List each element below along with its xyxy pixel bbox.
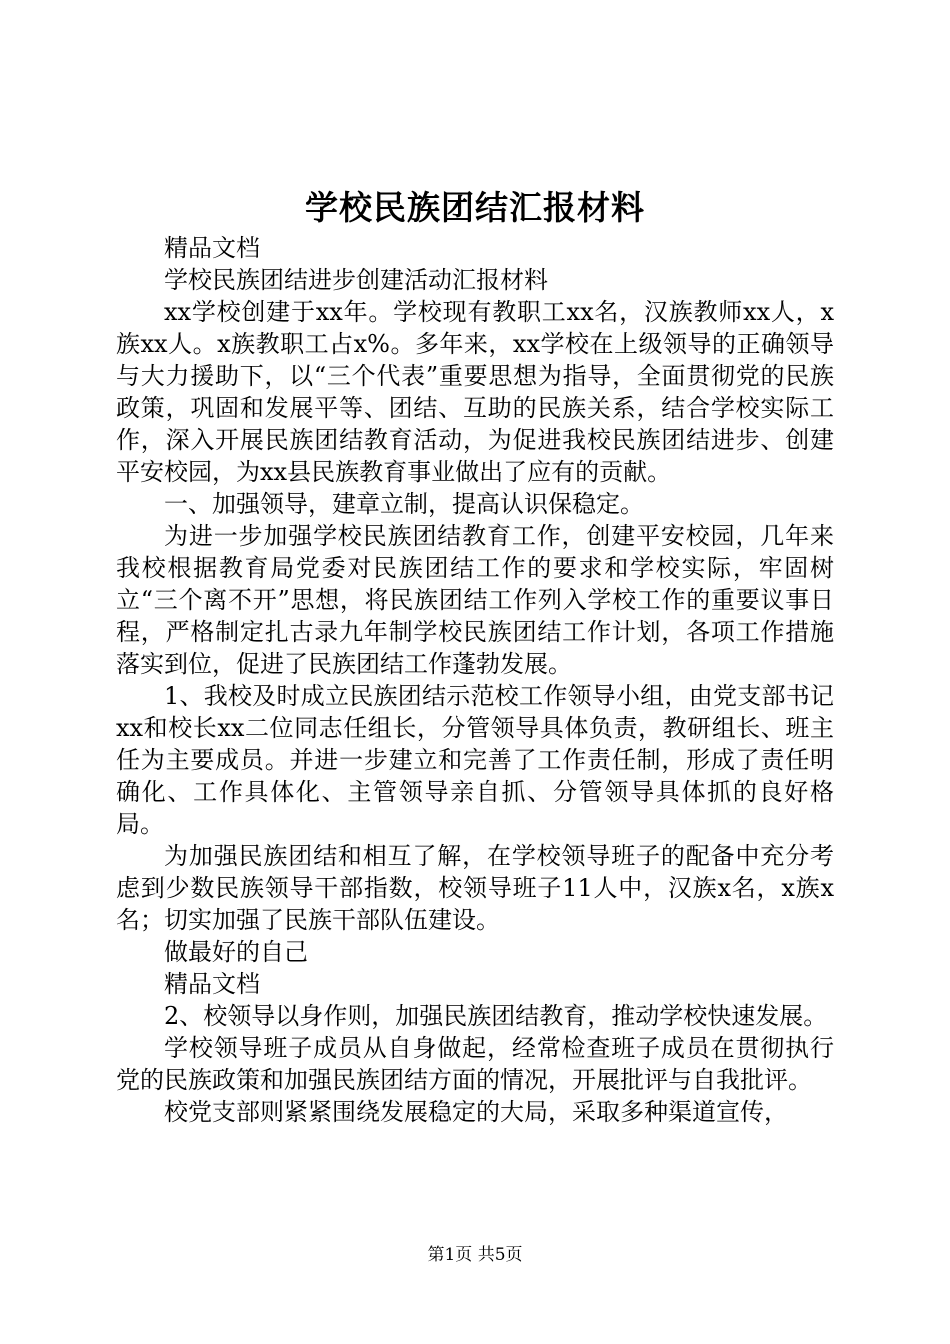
document-body: [116, 232, 834, 1128]
document-title: 学校民族团结汇报材料: [305, 188, 645, 227]
paragraph-footer-tag: 做最好的自己: [164, 938, 308, 966]
paragraph-item-1: 1、我校及时成立民族团结示范校工作领导小组，由党支部书记xx和校长xx二位同志任组长，分管领导具体负责，教研组长、班主任为主要成员。并进一步建立和完善了工作责任制，形成了责任明确化、工作具体化、主管领导亲自抓、分管领导具体抓的良好格局。: [116, 682, 834, 838]
paragraph-section-1: 为进一步加强学校民族团结教育工作，创建平安校园，几年来我校根据教育局党委对民族团结工作的要求和学校实际，牢固树立“三个离不开”思想，将民族团结工作列入学校工作的重要议事日程，严格制定扎古录九年制学校民族团结工作计划，各项工作措施落实到位，促进了民族团结工作蓬勃发展。: [116, 522, 834, 678]
section-heading-1: 一、加强领导，建章立制，提高认识保稳定。: [164, 490, 644, 518]
paragraph-header-tag-2: 精品文档: [164, 970, 260, 998]
paragraph-item-2: 2、校领导以身作则，加强民族团结教育，推动学校快速发展。: [164, 1002, 828, 1030]
paragraph-header-tag: 精品文档: [164, 234, 260, 262]
paragraph-intro: xx学校创建于xx年。学校现有教职工xx名，汉族教师xx人，x族xx人。x族教职工占x%。多年来，xx学校在上级领导的正确领导与大力援助下，以“三个代表”重要思想为指导，全面贯彻党的民族政策，巩固和发展平等、团结、互助的民族关系，结合学校实际工作，深入开展民族团结教育活动，为促进我校民族团结进步、创建平安校园，为xx县民族教育事业做出了应有的贡献。: [116, 298, 834, 486]
paragraph-subtitle: 学校民族团结进步创建活动汇报材料: [164, 266, 548, 294]
paragraph-party-branch: 校党支部则紧紧围绕发展稳定的大局，采取多种渠道宣传，: [164, 1098, 788, 1126]
paragraph-self-criticism: 学校领导班子成员从自身做起，经常检查班子成员在贯彻执行党的民族政策和加强民族团结方面的情况，开展批评与自我批评。: [116, 1034, 834, 1094]
page-number-footer: 第1页 共5页: [427, 1245, 523, 1265]
paragraph-leadership: 为加强民族团结和相互了解，在学校领导班子的配备中充分考虑到少数民族领导干部指数，校领导班子11人中，汉族x名，x族x名；切实加强了民族干部队伍建设。: [116, 842, 834, 934]
